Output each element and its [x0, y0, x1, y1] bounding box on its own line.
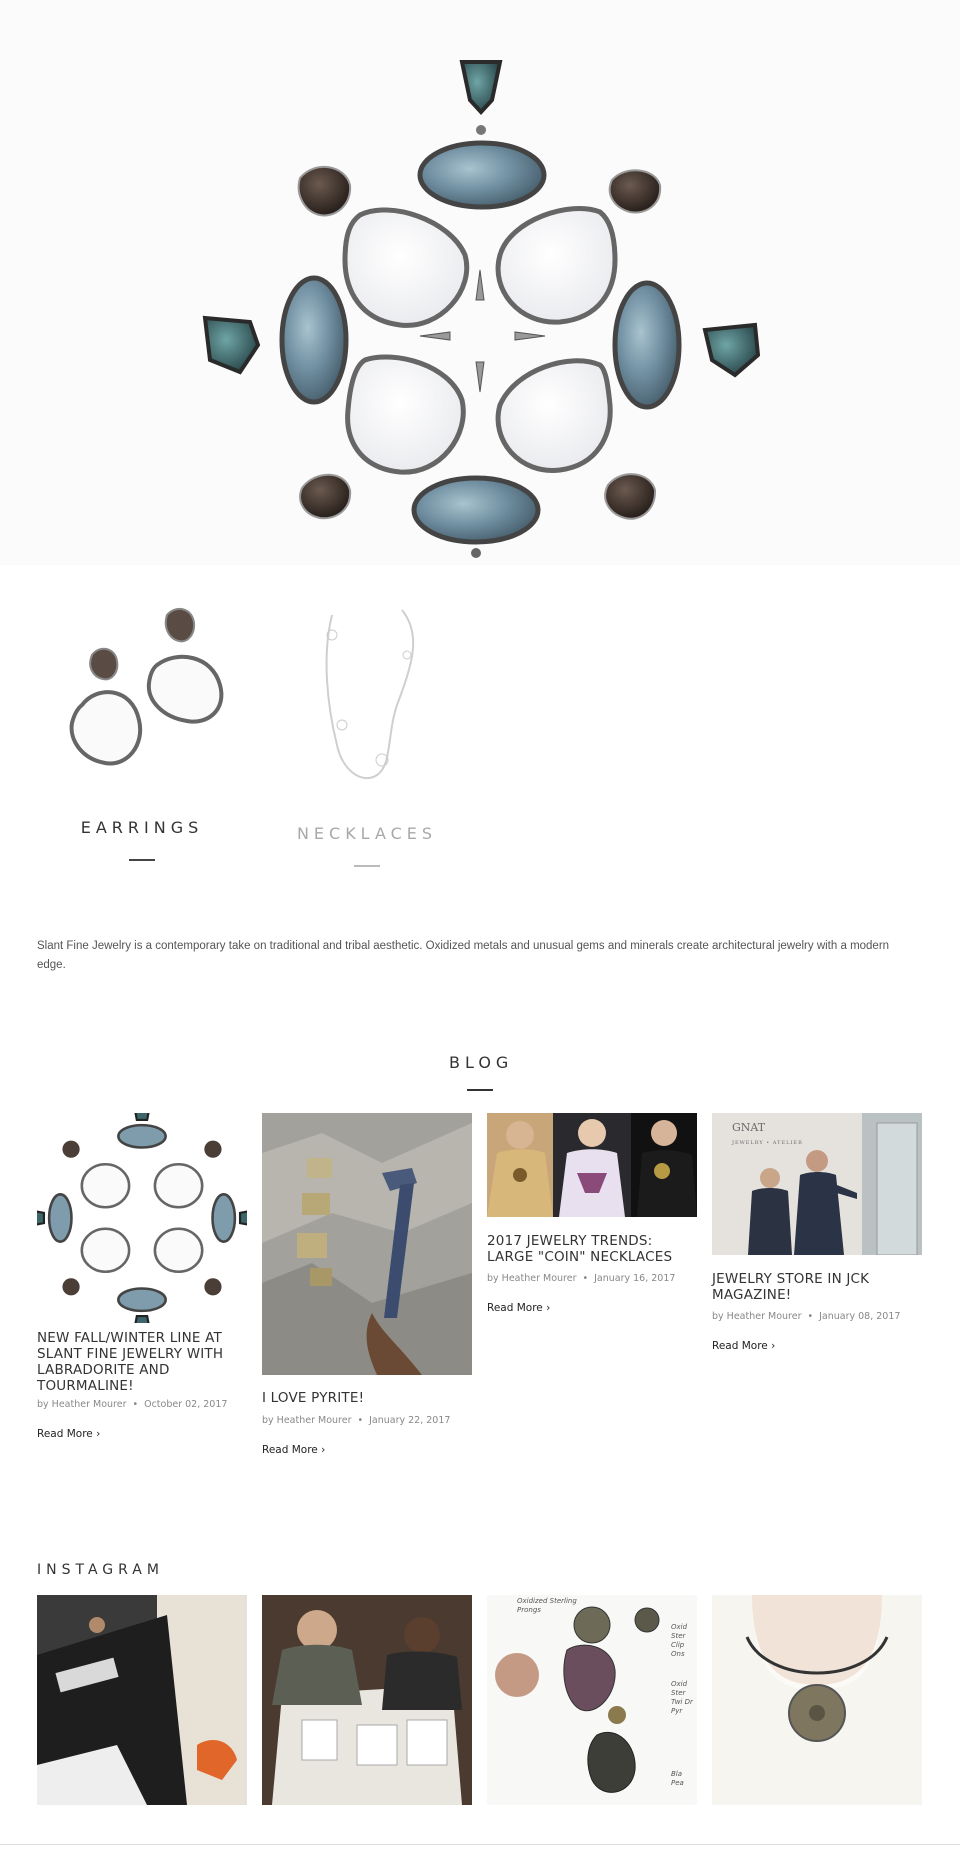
earrings-underline [129, 859, 155, 861]
gnat-sign [732, 1121, 803, 1147]
blog-post-title[interactable]: I LOVE PYRITE! [262, 1390, 365, 1406]
blog-post-image[interactable] [262, 1113, 472, 1375]
post-author: by Heather Mourer [37, 1399, 127, 1410]
sketch-note: Oxid Ster Twi Dr Pyr [671, 1680, 693, 1715]
post-author: by Heather Mourer [712, 1311, 802, 1322]
collection-title-necklaces[interactable]: NECKLACES [296, 824, 438, 843]
post-date: January 08, 2017 [819, 1311, 901, 1322]
footer-divider [0, 1844, 960, 1845]
instagram-photo[interactable] [262, 1595, 472, 1805]
post-date: January 16, 2017 [594, 1273, 676, 1284]
hero-image [0, 0, 960, 565]
blog-underline [467, 1089, 493, 1091]
blog-post-title[interactable]: NEW FALL/WINTER LINE AT SLANT FINE JEWELRY WITH LABRADORITE AND TOURMALINE! [37, 1330, 224, 1394]
blog-post-meta: by Heather Mourer • January 08, 2017 [712, 1311, 901, 1322]
blog-post-title[interactable]: JEWELRY STORE IN JCK MAGAZINE! [712, 1271, 870, 1303]
read-more-link[interactable]: Read More › [37, 1428, 101, 1440]
necklaces-underline [354, 865, 380, 867]
blog-post-meta: by Heather Mourer • January 22, 2017 [262, 1415, 451, 1426]
post-author: by Heather Mourer [487, 1273, 577, 1284]
intro-text: Slant Fine Jewelry is a contemporary take on traditional and tribal aesthetic. Oxidized metals and unusual gems and minerals create architectural jewelry with a modern edge. [37, 940, 890, 971]
instagram-photo[interactable] [712, 1595, 922, 1805]
gnat-sign-name: GNAT [732, 1121, 766, 1134]
blog-post-title[interactable]: 2017 JEWELRY TRENDS: LARGE "COIN" NECKLACES [487, 1233, 673, 1265]
instagram-photo[interactable] [487, 1595, 697, 1805]
earrings-image[interactable] [37, 595, 247, 795]
blog-section-title: BLOG [449, 1053, 514, 1072]
blog-post-meta: by Heather Mourer • October 02, 2017 [37, 1399, 228, 1410]
instagram-section-title: INSTAGRAM [37, 1562, 164, 1578]
blog-post-image[interactable] [487, 1113, 697, 1217]
instagram-photo[interactable] [37, 1595, 247, 1805]
sketch-note: Bla Pea [671, 1770, 684, 1787]
sketch-note: Oxid Ster Clip Ons [671, 1623, 688, 1658]
read-more-link[interactable]: Read More › [487, 1302, 551, 1314]
gnat-sign-tagline: JEWELRY • ATELIER [732, 1140, 803, 1146]
blog-post-image[interactable] [37, 1113, 247, 1323]
read-more-link[interactable]: Read More › [712, 1340, 776, 1352]
read-more-link[interactable]: Read More › [262, 1444, 326, 1456]
sketch-note: Oxidized Sterling Prongs [517, 1597, 577, 1614]
necklaces-image[interactable] [262, 595, 472, 795]
post-date: January 22, 2017 [369, 1415, 451, 1426]
blog-post-meta: by Heather Mourer • January 16, 2017 [487, 1273, 676, 1284]
collection-title-earrings[interactable]: EARRINGS [80, 818, 204, 837]
post-date: October 02, 2017 [144, 1399, 228, 1410]
blog-post-image[interactable] [712, 1113, 922, 1255]
post-author: by Heather Mourer [262, 1415, 352, 1426]
